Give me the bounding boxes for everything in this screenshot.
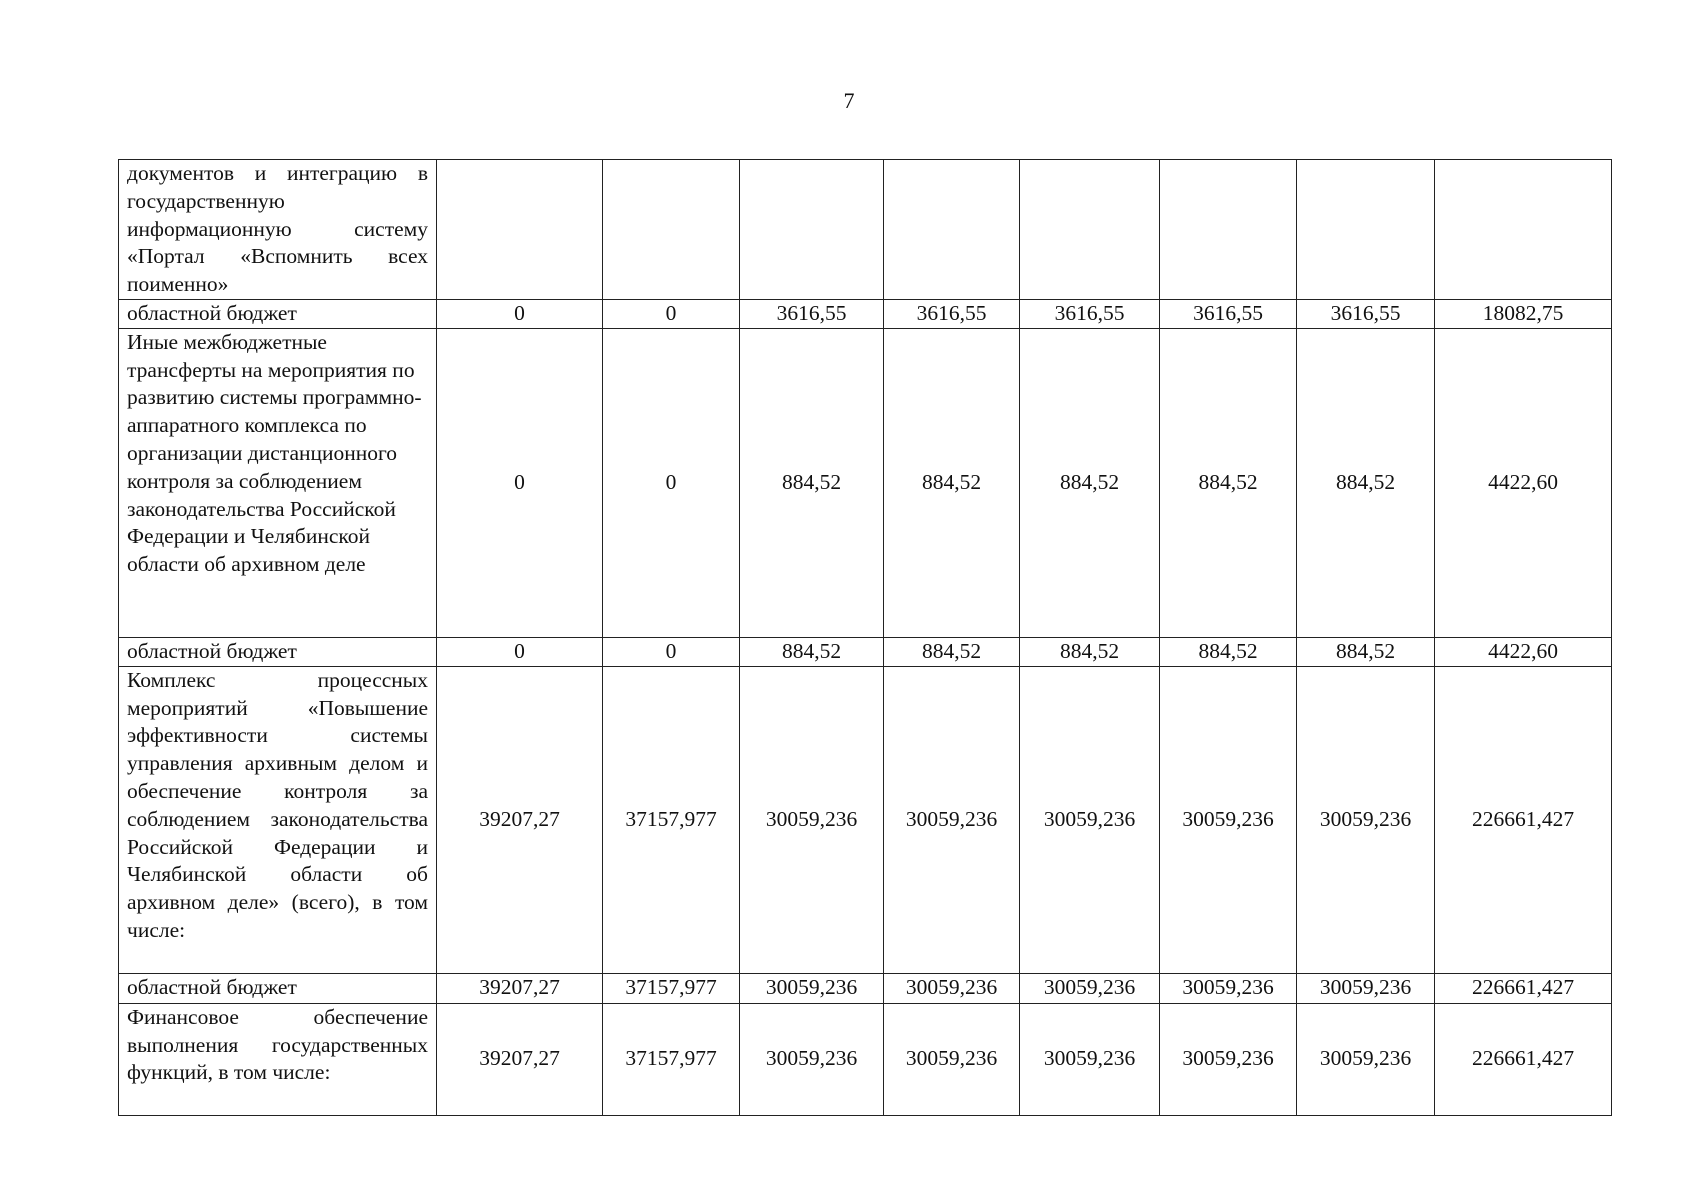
value-cell: 884,52 (884, 637, 1020, 666)
value-cell: 226661,427 (1435, 666, 1612, 973)
value-cell: 39207,27 (437, 666, 603, 973)
value-cell: 30059,236 (1297, 973, 1435, 1003)
row-description: Иные межбюджетные трансферты на мероприятия по развитию системы программно-аппаратного комплекса по организации дистанционного контроля за соблюдением законодательства Российской Федерации и Челябинской области об архивном деле (119, 328, 437, 637)
table-row (119, 666, 1612, 973)
value-cell: 30059,236 (1020, 1003, 1160, 1115)
value-cell: 30059,236 (1297, 1003, 1435, 1115)
table-row (119, 328, 1612, 637)
value-cell: 30059,236 (740, 666, 884, 973)
row-description: областной бюджет (119, 299, 437, 328)
table-row (119, 1003, 1612, 1115)
row-description: Финансовое обеспечение выполнения государственных функций, в том числе: (119, 1003, 437, 1115)
row-description: областной бюджет (119, 637, 437, 666)
value-cell: 37157,977 (603, 1003, 740, 1115)
value-cell (1160, 160, 1297, 300)
table-row (119, 160, 1612, 300)
value-cell (1435, 160, 1612, 300)
value-cell: 884,52 (884, 328, 1020, 637)
value-cell: 37157,977 (603, 666, 740, 973)
value-cell: 0 (437, 637, 603, 666)
value-cell: 30059,236 (884, 666, 1020, 973)
value-cell: 39207,27 (437, 973, 603, 1003)
value-cell: 0 (603, 637, 740, 666)
value-cell: 884,52 (1160, 328, 1297, 637)
value-cell: 226661,427 (1435, 1003, 1612, 1115)
value-cell: 4422,60 (1435, 637, 1612, 666)
budget-table (118, 159, 1612, 1116)
value-cell: 884,52 (1297, 328, 1435, 637)
row-description: документов и интеграцию в государственную информационную систему «Портал «Вспомнить всех поименно» (119, 160, 437, 300)
value-cell: 0 (437, 328, 603, 637)
table-row (119, 637, 1612, 666)
row-description: областной бюджет (119, 973, 437, 1003)
value-cell: 30059,236 (884, 973, 1020, 1003)
value-cell: 3616,55 (1020, 299, 1160, 328)
value-cell (884, 160, 1020, 300)
value-cell: 3616,55 (884, 299, 1020, 328)
value-cell: 30059,236 (884, 1003, 1020, 1115)
value-cell: 884,52 (1160, 637, 1297, 666)
table-row (119, 973, 1612, 1003)
value-cell: 884,52 (1020, 328, 1160, 637)
value-cell: 3616,55 (1297, 299, 1435, 328)
value-cell (437, 160, 603, 300)
value-cell: 4422,60 (1435, 328, 1612, 637)
value-cell: 0 (603, 299, 740, 328)
table-row (119, 299, 1612, 328)
value-cell: 30059,236 (740, 1003, 884, 1115)
value-cell: 30059,236 (1020, 666, 1160, 973)
value-cell: 30059,236 (1160, 973, 1297, 1003)
value-cell: 3616,55 (740, 299, 884, 328)
value-cell: 37157,977 (603, 973, 740, 1003)
value-cell: 3616,55 (1160, 299, 1297, 328)
value-cell: 39207,27 (437, 1003, 603, 1115)
value-cell: 30059,236 (1297, 666, 1435, 973)
value-cell: 30059,236 (740, 973, 884, 1003)
value-cell: 226661,427 (1435, 973, 1612, 1003)
value-cell: 884,52 (740, 328, 884, 637)
value-cell: 0 (603, 328, 740, 637)
value-cell (1297, 160, 1435, 300)
value-cell: 18082,75 (1435, 299, 1612, 328)
value-cell: 884,52 (740, 637, 884, 666)
value-cell: 30059,236 (1020, 973, 1160, 1003)
value-cell (603, 160, 740, 300)
value-cell: 884,52 (1297, 637, 1435, 666)
value-cell (740, 160, 884, 300)
value-cell: 884,52 (1020, 637, 1160, 666)
value-cell: 30059,236 (1160, 1003, 1297, 1115)
value-cell (1020, 160, 1160, 300)
row-description: Комплекс процессных мероприятий «Повышение эффективности системы управления архивным делом и обеспечение контроля за соблюдением законодательства Российской Федерации и Челябинской области об архивном деле» (всего), в том числе: (119, 666, 437, 973)
page-number: 7 (843, 88, 855, 113)
value-cell: 0 (437, 299, 603, 328)
value-cell: 30059,236 (1160, 666, 1297, 973)
